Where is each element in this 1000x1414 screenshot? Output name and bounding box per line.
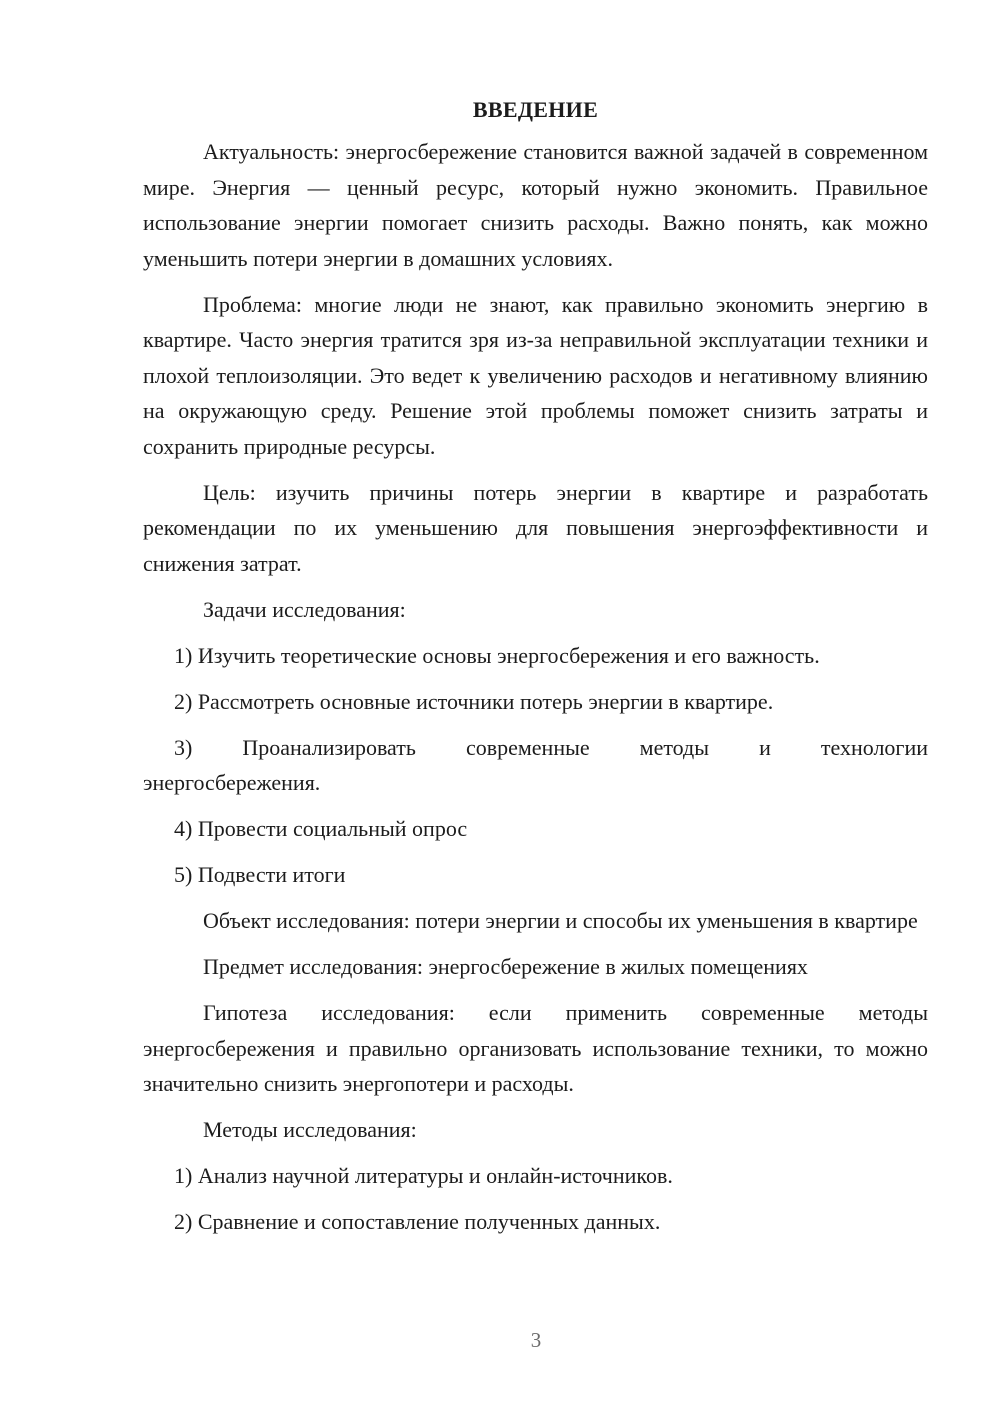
object-paragraph: Объект исследования: потери энергии и способы их уменьшения в квартире bbox=[203, 908, 918, 933]
page-content bbox=[143, 92, 928, 1250]
page-title: ВВЕДЕНИЕ bbox=[472, 97, 599, 122]
subject-paragraph: Предмет исследования: энергосбережение в жилых помещениях bbox=[203, 954, 808, 979]
relevance-paragraph: Актуальность: энергосбережение становится важной задачей в современном мире. Энергия — ценный ресурс, который нужно экономить. Правильное использование энергии помогает снизить расходы. Важно понять, как можно уменьшить потери энергии в домашних условиях. bbox=[143, 139, 928, 271]
method-item-2: 2) Сравнение и сопоставление полученных данных. bbox=[174, 1209, 661, 1234]
task-item-5: 5) Подвести итоги bbox=[174, 862, 346, 887]
goal-paragraph: Цель: изучить причины потерь энергии в квартире и разработать рекомендации по их уменьшению для повышения энергоэффективности и снижения затрат. bbox=[143, 479, 928, 576]
task-item-3: 3) Проанализировать современные методы и технологии энергосбережения. bbox=[143, 734, 928, 795]
problem-paragraph: Проблема: многие люди не знают, как правильно экономить энергию в квартире. Часто энергия тратится зря из-за неправильной эксплуатации техники и плохой теплоизоляции. Это ведет к увеличению расходов и негативному влиянию на окружающую среду. Решение этой проблемы поможет снизить затраты и сохранить природные ресурсы. bbox=[143, 291, 928, 459]
methods-title: Методы исследования: bbox=[203, 1117, 417, 1142]
hypothesis-paragraph: Гипотеза исследования: если применить современные методы энергосбережения и правильно организовать использование техники, то можно значительно снизить энергопотери и расходы. bbox=[143, 1000, 928, 1096]
task-item-1: 1) Изучить теоретические основы энергосбережения и его важность. bbox=[174, 642, 820, 668]
method-item-1: 1) Анализ научной литературы и онлайн-источников. bbox=[174, 1163, 673, 1188]
tasks-title: Задачи исследования: bbox=[203, 596, 406, 622]
task-item-4: 4) Провести социальный опрос bbox=[174, 816, 468, 841]
task-item-2: 2) Рассмотреть основные источники потерь энергии в квартире. bbox=[174, 688, 774, 714]
page-number: 3 bbox=[530, 1328, 542, 1352]
